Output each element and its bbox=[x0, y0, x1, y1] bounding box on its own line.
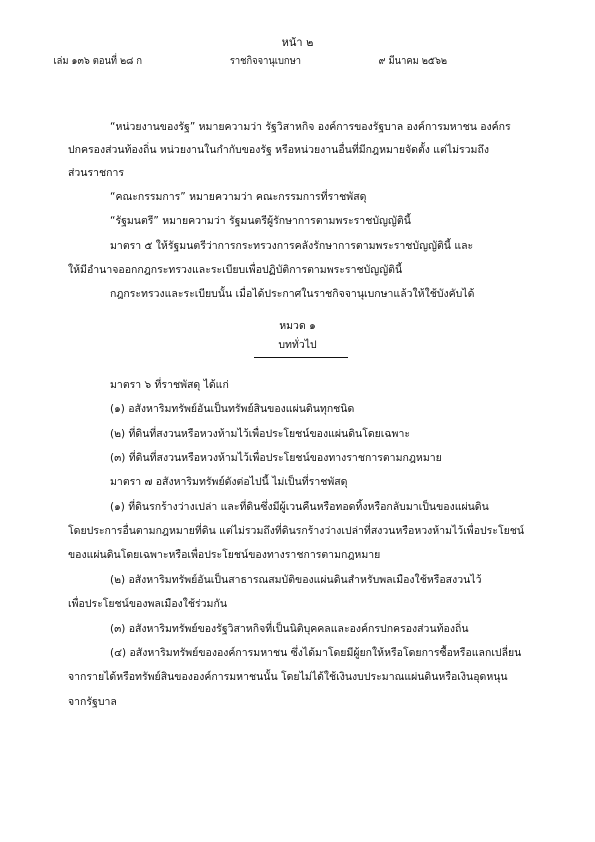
body-line: มาตรา ๗ อสังหาริมทรัพย์ดังต่อไปนี้ ไม่เป็นที่ราชพัสดุ bbox=[110, 476, 348, 488]
body-line: มาตรา ๖ ที่ราชพัสดุ ได้แก่ bbox=[110, 379, 229, 391]
body-line: (๓) อสังหาริมทรัพย์ของรัฐวิสาหกิจที่เป็นนิติบุคคลและองค์กรปกครองส่วนท้องถิ่น bbox=[110, 623, 469, 635]
body-line: จากรายได้หรือทรัพย์สินขององค์การมหาชนนั้น โดยไม่ได้ใช้เงินงบประมาณแผ่นดินหรือเงินอุดหนุน bbox=[68, 671, 508, 683]
body-line: (๒) อสังหาริมทรัพย์อันเป็นสาธารณสมบัติของแผ่นดินสำหรับพลเมืองใช้หรือสงวนไว้ bbox=[110, 574, 482, 586]
body-line: (๒) ที่ดินที่สงวนหรือหวงห้ามไว้เพื่อประโยชน์ของแผ่นดินโดยเฉพาะ bbox=[110, 428, 410, 440]
body-line: กฎกระทรวงและระเบียบนั้น เมื่อได้ประกาศในราชกิจจานุเบกษาแล้วให้ใช้บังคับได้ bbox=[110, 288, 475, 300]
body-line: จากรัฐบาล bbox=[68, 696, 117, 708]
gazette-name: ราชกิจจานุเบกษา bbox=[229, 55, 302, 67]
body-line: โดยประการอื่นตามกฎหมายที่ดิน แต่ไม่รวมถึงที่ดินรกร้างว่างเปล่าที่สงวนหรือหวงห้ามไว้เพื่อประโยชน์ bbox=[68, 525, 525, 537]
body-line: (๔) อสังหาริมทรัพย์ขององค์การมหาชน ซึ่งได้มาโดยมีผู้ยกให้หรือโดยการซื้อหรือแลกเปลี่ยน bbox=[110, 647, 522, 659]
body-line: ปกครองส่วนท้องถิ่น หน่วยงานในกำกับของรัฐ หรือหน่วยงานอื่นที่มีกฎหมายจัดตั้ง แต่ไม่รวมถึง bbox=[68, 144, 489, 156]
body-line: เพื่อประโยชน์ของพลเมืองใช้ร่วมกัน bbox=[68, 598, 228, 610]
publication-date: ๙ มีนาคม ๒๕๖๒ bbox=[378, 55, 448, 67]
body-line: “รัฐมนตรี” หมายความว่า รัฐมนตรีผู้รักษาการตามพระราชบัญญัตินี้ bbox=[110, 215, 411, 227]
body-line: (๓) ที่ดินที่สงวนหรือหวงห้ามไว้เพื่อประโยชน์ของทางราชการตามกฎหมาย bbox=[110, 452, 442, 464]
body-line: (๑) อสังหาริมทรัพย์อันเป็นทรัพย์สินของแผ่นดินทุกชนิด bbox=[110, 403, 355, 415]
chapter-number: หมวด ๑ bbox=[279, 320, 316, 332]
chapter-title: บททั่วไป bbox=[278, 339, 317, 351]
body-line: “คณะกรรมการ” หมายความว่า คณะกรรมการที่ราชพัสดุ bbox=[110, 191, 367, 203]
body-line: ของแผ่นดินโดยเฉพาะหรือเพื่อประโยชน์ของทางราชการตามกฎหมาย bbox=[68, 549, 381, 561]
body-line: ให้มีอำนาจออกกฎกระทรวงและระเบียบเพื่อปฏิบัติการตามพระราชบัญญัตินี้ bbox=[68, 264, 403, 276]
body-line: “หน่วยงานของรัฐ” หมายความว่า รัฐวิสาหกิจ องค์การของรัฐบาล องค์การมหาชน องค์กร bbox=[110, 121, 511, 133]
body-line: (๑) ที่ดินรกร้างว่างเปล่า และที่ดินซึ่งมีผู้เวนคืนหรือทอดทิ้งหรือกลับมาเป็นของแผ่นดิน bbox=[110, 501, 489, 513]
body-line: มาตรา ๕ ให้รัฐมนตรีว่าการกระทรวงการคลังรักษาการตามพระราชบัญญัตินี้ และ bbox=[110, 240, 474, 252]
chapter-underline bbox=[254, 357, 348, 358]
volume-issue: เล่ม ๑๓๖ ตอนที่ ๒๘ ก bbox=[53, 55, 143, 67]
body-line: ส่วนราชการ bbox=[68, 167, 125, 179]
page-number: หน้า ๒ bbox=[281, 36, 314, 49]
